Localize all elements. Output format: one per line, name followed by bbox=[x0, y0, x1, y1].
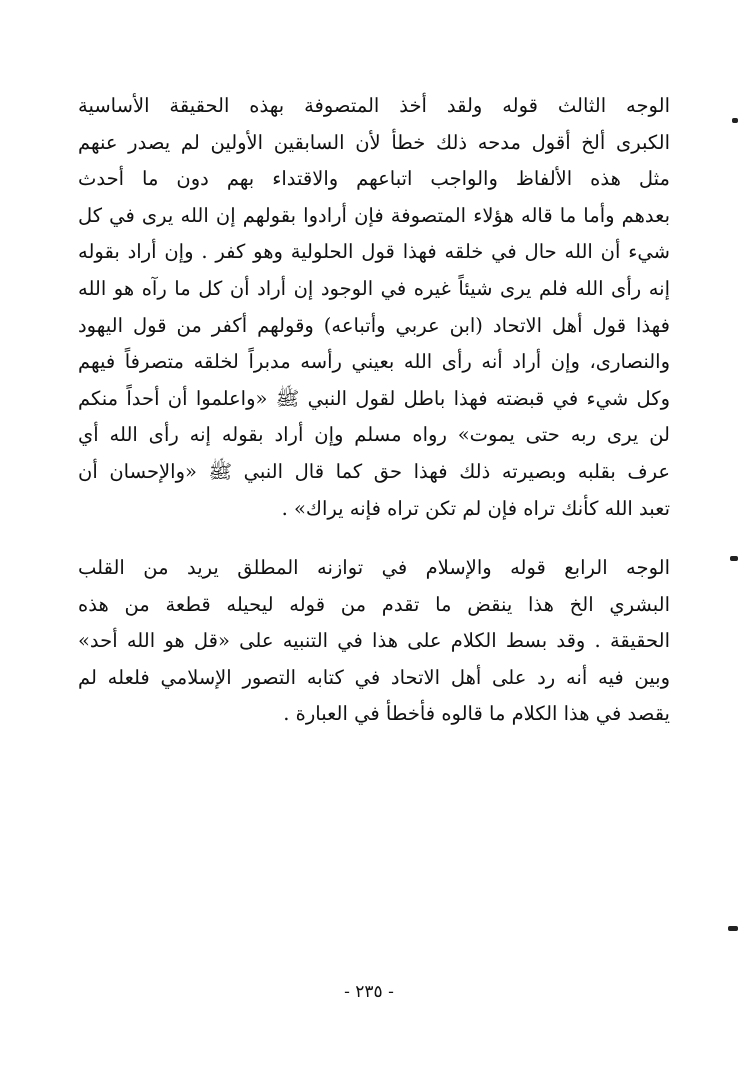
text-line: البشري الخ هذا ينقض ما تقدم من قوله ليحيله قطعة من هذه bbox=[78, 592, 670, 616]
scan-edge-mark bbox=[728, 926, 738, 931]
text-line: الكبرى ألخ أقول مدحه ذلك خطأ لأن السابقين الأولين لم يصدر عنهم bbox=[78, 130, 670, 154]
text-line: الوجه الرابع قوله والإسلام في توازنه المطلق يريد من القلب bbox=[78, 556, 670, 579]
text-line: وبين فيه أنه رد على أهل الاتحاد في كتابه التصور الإسلامي فلعله لم bbox=[78, 665, 670, 689]
paragraph-fourth-aspect bbox=[78, 550, 670, 733]
text-line: الوجه الثالث قوله ولقد أخذ المتصوفة بهذه الحقيقة الأساسية bbox=[78, 94, 670, 117]
scan-edge-mark bbox=[730, 556, 738, 561]
text-line: لن يرى ربه حتى يموت» رواه مسلم وإن أراد بقوله إنه رأى الله أي bbox=[78, 423, 670, 447]
scan-edge-mark bbox=[732, 118, 738, 123]
text-line: تعبد الله كأنك تراه فإن لم تكن تراه فإنه يراك» . bbox=[281, 496, 670, 520]
text-line: يقصد في هذا الكلام ما قالوه فأخطأ في العبارة . bbox=[283, 702, 670, 726]
text-line: فهذا قول أهل الاتحاد (ابن عربي وأتباعه) وقولهم أكفر من قول اليهود bbox=[78, 313, 670, 337]
text-line: مثل هذه الألفاظ والواجب اتباعهم والاقتداء بهم دون ما أحدث bbox=[78, 167, 670, 191]
paragraph-third-aspect bbox=[78, 88, 670, 527]
text-line: شيء أن الله حال في خلقه فهذا قول الحلولية وهو كفر . وإن أراد بقوله bbox=[78, 240, 670, 264]
text-line: بعدهم وأما ما قاله هؤلاء المتصوفة فإن أرادوا بقولهم إن الله يرى في كل bbox=[78, 203, 670, 227]
text-line: والنصارى، وإن أراد أنه رأى الله بعيني رأسه مدبراً لخلقه متصرفاً فيهم bbox=[78, 350, 670, 374]
page-number: - ٢٣٥ - bbox=[344, 982, 394, 1002]
text-line: وكل شيء في قبضته فهذا باطل لقول النبي ﷺ «واعلموا أن أحداً منكم bbox=[78, 386, 670, 410]
text-line: إنه رأى الله فلم يرى شيئاً غيره في الوجود إن أراد أن كل ما رآه هو الله bbox=[78, 276, 670, 300]
text-line: الحقيقة . وقد بسط الكلام على هذا في التنبيه على «قل هو الله أحد» bbox=[78, 629, 670, 653]
text-line: عرف بقلبه وبصيرته ذلك فهذا حق كما قال النبي ﷺ «والإحسان أن bbox=[78, 459, 670, 483]
